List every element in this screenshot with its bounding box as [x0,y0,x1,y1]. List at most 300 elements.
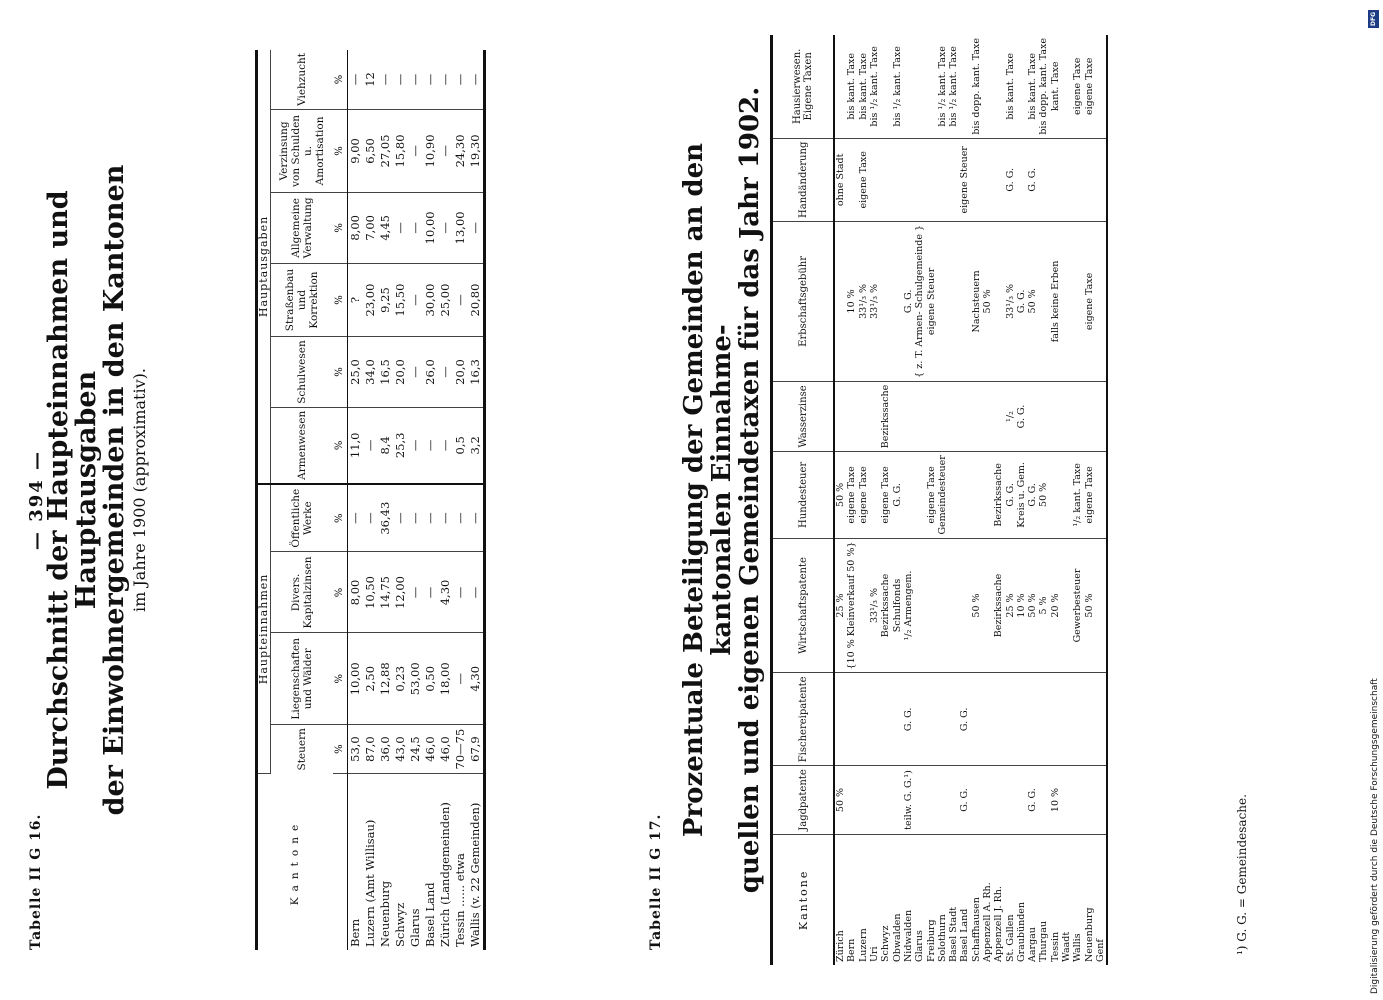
table-row [1038,35,1049,965]
footnote: ¹) G. G. = Gemeindesache. [1235,794,1249,955]
value-cell: 15,50 [393,263,408,336]
value-cell: 50 % [834,766,846,834]
value-cell: falls keine Erben [1050,221,1061,381]
value-cell: eigene Taxe [1084,35,1095,138]
column-header: Steuern [295,728,308,771]
value-cell: bis ¹/₂ kant. Taxe [891,35,902,138]
table-17 [770,35,1108,965]
value-cell [1061,35,1072,138]
value-cell [1072,138,1083,221]
value-cell: 8,00 [347,552,363,633]
table-row [1050,35,1061,965]
value-cell: — [468,484,485,552]
value-cell: ¹/₂ [1004,381,1015,451]
unit-cell: % [333,263,348,336]
value-cell: eigene Taxe [880,452,891,538]
value-cell: ? [347,263,363,336]
value-cell [903,452,914,538]
value-cell [1095,452,1107,538]
value-cell [1050,673,1061,766]
value-cell: 36,43 [378,484,393,552]
value-cell: eigene Taxe [846,452,857,538]
unit-cell: % [333,725,348,774]
value-cell: 15,80 [393,109,408,192]
value-cell: bis ¹/₂ kant. Taxe [869,35,880,138]
value-cell [903,138,914,221]
value-cell [959,35,970,138]
value-cell: 25,00 [438,263,453,336]
value-cell [993,766,1004,834]
value-cell [891,381,902,451]
table-row [408,50,423,950]
value-cell: 53,00 [408,633,423,725]
value-cell: — [468,50,485,109]
value-cell: { z. T. Armen- Schulgemeinde } [914,221,925,381]
value-cell: — [438,50,453,109]
value-cell: — [393,484,408,552]
kanton-name: Schwyz [393,902,407,947]
value-cell: — [438,109,453,192]
table-row [393,50,408,950]
value-cell [959,538,970,673]
title2-line2: quellen und eigenen Gemeindetaxen für das Jahr 1902. [735,86,765,894]
kanton-name: Glarus [914,930,926,962]
value-cell: ¹/₂ kant. Taxe [1072,452,1083,538]
value-cell: — [423,552,438,633]
value-cell: — [347,484,363,552]
value-cell: 8,4 [378,407,393,484]
value-cell: 2,50 [363,633,378,725]
value-cell: — [438,407,453,484]
value-cell: 50 % [1027,221,1038,381]
value-cell: 34,0 [363,337,378,408]
value-cell: — [468,192,485,263]
value-cell [948,766,959,834]
value-cell [858,673,869,766]
column-header: Erbschaftsgebühr [772,221,835,381]
value-cell [925,35,936,138]
title2-line1: Prozentuale Beteiligung der Gemeinden an den kantonalen Einnahme- [679,142,737,838]
value-cell [1084,138,1095,221]
value-cell: 87,0 [363,725,378,774]
value-cell: 50 % [834,452,846,538]
value-cell: Gewerbesteuer [1072,538,1083,673]
value-cell [1050,381,1061,451]
table-row [948,35,959,965]
kanton-name: Basel Stadt [948,906,960,962]
value-cell [880,221,891,381]
unit-cell-empty [333,774,348,951]
kanton-name: Tessin ...... etwa [453,853,467,947]
value-cell: — [408,109,423,192]
value-cell: — [408,263,423,336]
column-header: Divers. Kapitalzinsen [271,552,333,633]
value-cell: 50 % [1038,452,1049,538]
value-cell: bis kant. Taxe [858,35,869,138]
table-row [1072,35,1083,965]
table-row [1084,35,1095,965]
unit-cell: % [333,407,348,484]
value-cell: 20,80 [468,263,485,336]
value-cell [1095,766,1107,834]
kanton-name: Zürich (Landgemeinden) [438,802,452,947]
table-row [1016,35,1027,965]
kanton-name: Basel Land [959,908,971,962]
value-cell [869,673,880,766]
value-cell: eigene Taxe [1084,452,1095,538]
value-cell: 46,0 [423,725,438,774]
kanton-name: Waadt [1061,931,1073,962]
table-row [846,35,857,965]
kanton-name: Luzern (Amt Willisau) [363,819,377,947]
value-cell: 26,0 [423,337,438,408]
value-cell [846,766,857,834]
value-cell: bis kant. Taxe [846,35,857,138]
value-cell [937,138,948,221]
kanton-name: Luzern [857,928,869,962]
table-label-17: Tabelle II G 17. [648,813,664,950]
value-cell [869,452,880,538]
dfg-logo: DFG [1370,12,1377,27]
value-cell [937,381,948,451]
value-cell [1095,221,1107,381]
value-cell [982,538,993,673]
value-cell [948,538,959,673]
table-row [982,35,993,965]
value-cell [925,381,936,451]
value-cell: — [468,552,485,633]
value-cell: Schulfonds [891,538,902,673]
value-cell [1061,381,1072,451]
kanton-name: Schwyz [880,925,892,962]
value-cell: 5 % [1038,538,1049,673]
value-cell: 16,3 [468,337,485,408]
column-header: Verzinsung von Schulden u. Amortisation [271,109,333,192]
value-cell [846,381,857,451]
value-cell: 4,30 [438,552,453,633]
kanton-name: Zürich [835,930,847,962]
value-cell [925,673,936,766]
value-cell: eigene Taxe [858,452,869,538]
hauptausgaben-header: Hauptausgaben [257,50,271,484]
value-cell: 50 % [971,538,982,673]
value-cell: bis kant. Taxe [1027,35,1038,138]
value-cell [982,766,993,834]
value-cell: 46,0 [438,725,453,774]
column-header: Fischereipatente [772,673,835,766]
value-cell: Bezirkssache [993,452,1004,538]
value-cell: 24,5 [408,725,423,774]
value-cell: Bezirkssache [880,381,891,451]
value-cell: bis kant. Taxe [1004,35,1015,138]
value-cell [937,673,948,766]
value-cell: — [453,50,468,109]
value-cell [1004,766,1015,834]
value-cell: G. G. [903,221,914,381]
value-cell: — [408,50,423,109]
value-cell: kant. Taxe [1050,35,1061,138]
value-cell [891,221,902,381]
table-row [959,35,970,965]
unit-cell: % [333,552,348,633]
value-cell: eigene Taxe [1084,221,1095,381]
value-cell [1016,766,1027,834]
value-cell [834,35,846,138]
column-header: Allgemeine Verwaltung [271,192,333,263]
value-cell [1061,766,1072,834]
value-cell [1072,766,1083,834]
value-cell: 23,00 [363,263,378,336]
value-cell: Bezirkssache [880,538,891,673]
table-row [937,35,948,965]
value-cell [858,766,869,834]
value-cell: Bezirkssache [993,538,1004,673]
value-cell [948,381,959,451]
value-cell: 33¹/₃ % [1004,221,1015,381]
kanton-name: Wallis (v. 22 Gemeinden) [468,802,482,947]
value-cell: 70—75 [453,725,468,774]
table-row [971,35,982,965]
value-cell [914,538,925,673]
table-row [1061,35,1072,965]
value-cell: — [438,484,453,552]
value-cell: — [453,263,468,336]
value-cell: 30,00 [423,263,438,336]
value-cell [891,766,902,834]
value-cell [982,381,993,451]
value-cell [948,221,959,381]
table-row [453,50,468,950]
value-cell [880,673,891,766]
value-cell: G. G. [891,452,902,538]
value-cell: G. G. [1027,766,1038,834]
value-cell: bis dopp. kant. Taxe [971,35,982,138]
value-cell: — [393,192,408,263]
value-cell [1061,452,1072,538]
value-cell [982,673,993,766]
value-cell: 0,23 [393,633,408,725]
value-cell [1050,452,1061,538]
value-cell [914,673,925,766]
table-17-title [680,60,764,920]
value-cell: eigene Steuer [925,221,936,381]
value-cell [993,35,1004,138]
value-cell [1095,538,1107,673]
kanton-name: Thurgau [1038,921,1050,962]
value-cell: 33¹/₃ % [858,221,869,381]
value-cell: 16,5 [378,337,393,408]
table-row [903,35,914,965]
value-cell: 10,50 [363,552,378,633]
value-cell [1004,673,1015,766]
value-cell: bis ¹/₂ kant. Taxe [937,35,948,138]
value-cell: 4,45 [378,192,393,263]
unit-cell: % [333,109,348,192]
value-cell [1027,673,1038,766]
value-cell: 10 % [1050,766,1061,834]
table-16 [255,50,486,950]
value-cell [1084,766,1095,834]
value-cell [993,673,1004,766]
kanton-name: Genf [1094,939,1106,962]
value-cell: G. G. [1004,138,1015,221]
value-cell [937,538,948,673]
value-cell: — [408,484,423,552]
value-cell: 50 % [1084,538,1095,673]
value-cell: G. G. [903,673,914,766]
value-cell: 33¹/₃ % [869,221,880,381]
column-header: Hausierwesen. Eigene Taxen [772,35,835,138]
value-cell: G. G. [1016,381,1027,451]
value-cell [1061,138,1072,221]
value-cell [971,766,982,834]
value-cell: 20,0 [393,337,408,408]
value-cell [1038,381,1049,451]
value-cell: 67,9 [468,725,485,774]
value-cell [993,221,1004,381]
table-label-16: Tabelle II G 16. [28,813,44,950]
value-cell [1038,673,1049,766]
kanton-name: Neuenburg [378,880,392,947]
value-cell: — [408,407,423,484]
haupteinnahmen-header: Haupteinnahmen [257,484,271,774]
column-header: Liegenschaften und Wälder [271,633,333,725]
value-cell: ohne Stadt [834,138,846,221]
kanton-name: Freiburg [925,919,937,962]
table-16-title [45,100,151,880]
value-cell: Kreis u. Gem. [1016,452,1027,538]
value-cell [858,538,869,673]
value-cell [1095,673,1107,766]
value-cell: G. G. [959,766,970,834]
value-cell: — [423,407,438,484]
column-header: Viehzucht [271,50,333,109]
table-row [378,50,393,950]
value-cell: 12 [363,50,378,109]
value-cell: 25,3 [393,407,408,484]
value-cell: 6,50 [363,109,378,192]
value-cell: 50 % [1027,538,1038,673]
value-cell [993,138,1004,221]
value-cell: 10,90 [423,109,438,192]
value-cell [1072,381,1083,451]
kanton-name: Appenzell A. Rh. [982,882,993,962]
value-cell: 13,00 [453,192,468,263]
value-cell: 7,00 [363,192,378,263]
table-row [993,35,1004,965]
value-cell: bis dopp. kant. Taxe [1038,35,1049,138]
value-cell: — [378,50,393,109]
value-cell [834,673,846,766]
value-cell [1061,538,1072,673]
column-header: Schulwesen [271,337,333,408]
unit-cell: % [333,484,348,552]
value-cell [869,381,880,451]
value-cell: 53,0 [347,725,363,774]
value-cell [914,138,925,221]
value-cell: 4,30 [468,633,485,725]
table-row [438,50,453,950]
kanton-name: Obwalden [891,913,903,962]
value-cell: 10 % [1016,538,1027,673]
value-cell: bis ¹/₂ kant. Taxe [948,35,959,138]
kanton-name: St. Gallen [1004,914,1016,962]
column-header: Straßenbau und Korrektion [271,263,333,336]
value-cell [1072,221,1083,381]
value-cell: G. G. [1004,452,1015,538]
value-cell: 25 % [1004,538,1015,673]
value-cell: 3,2 [468,407,485,484]
table-row [925,35,936,965]
value-cell: 24,30 [453,109,468,192]
title1-line3: im Jahre 1900 (approximativ). [130,368,149,612]
kanton-name: Graubünden [1015,901,1027,962]
value-cell [971,673,982,766]
unit-cell: % [333,50,348,109]
table-row [914,35,925,965]
value-cell [925,538,936,673]
value-cell: 10,00 [347,633,363,725]
column-header: Jagdpatente [772,766,835,834]
value-cell [1016,35,1027,138]
value-cell: 9,00 [347,109,363,192]
kanton-name: Bern [348,918,362,947]
value-cell [925,766,936,834]
value-cell [1016,673,1027,766]
value-cell [1095,35,1107,138]
value-cell [959,452,970,538]
column-header: Öffentliche Werke [271,484,333,552]
value-cell [948,138,959,221]
kanton-name: Neuenburg [1083,907,1095,962]
value-cell [903,35,914,138]
kanton-name: Glarus [408,908,422,947]
value-cell: G. G. [1027,452,1038,538]
value-cell [971,452,982,538]
column-header: Handänderung [772,138,835,221]
table-row [423,50,438,950]
value-cell: 27,05 [378,109,393,192]
value-cell [914,381,925,451]
value-cell: 0,50 [423,633,438,725]
value-cell [846,138,857,221]
value-cell: 12,88 [378,633,393,725]
value-cell [1038,221,1049,381]
unit-cell: % [333,192,348,263]
value-cell [1027,381,1038,451]
value-cell: eigene Taxe [858,138,869,221]
value-cell [869,766,880,834]
table-row [1004,35,1015,965]
value-cell [948,452,959,538]
value-cell [982,452,993,538]
value-cell: G. G. [1016,221,1027,381]
kanton-name: Tessin [1049,931,1061,962]
value-cell [1072,673,1083,766]
value-cell: eigene Taxe [1072,35,1083,138]
kanton-name: Schaffhausen [970,897,982,962]
value-cell: 10 % [846,221,857,381]
value-cell: — [438,337,453,408]
value-cell: — [363,484,378,552]
value-cell: 20,0 [453,337,468,408]
table-row [869,35,880,965]
value-cell [959,221,970,381]
column-header: Wirtschaftspatente [772,538,835,673]
value-cell [937,221,948,381]
value-cell [846,673,857,766]
kanton-name: Bern [846,938,858,962]
